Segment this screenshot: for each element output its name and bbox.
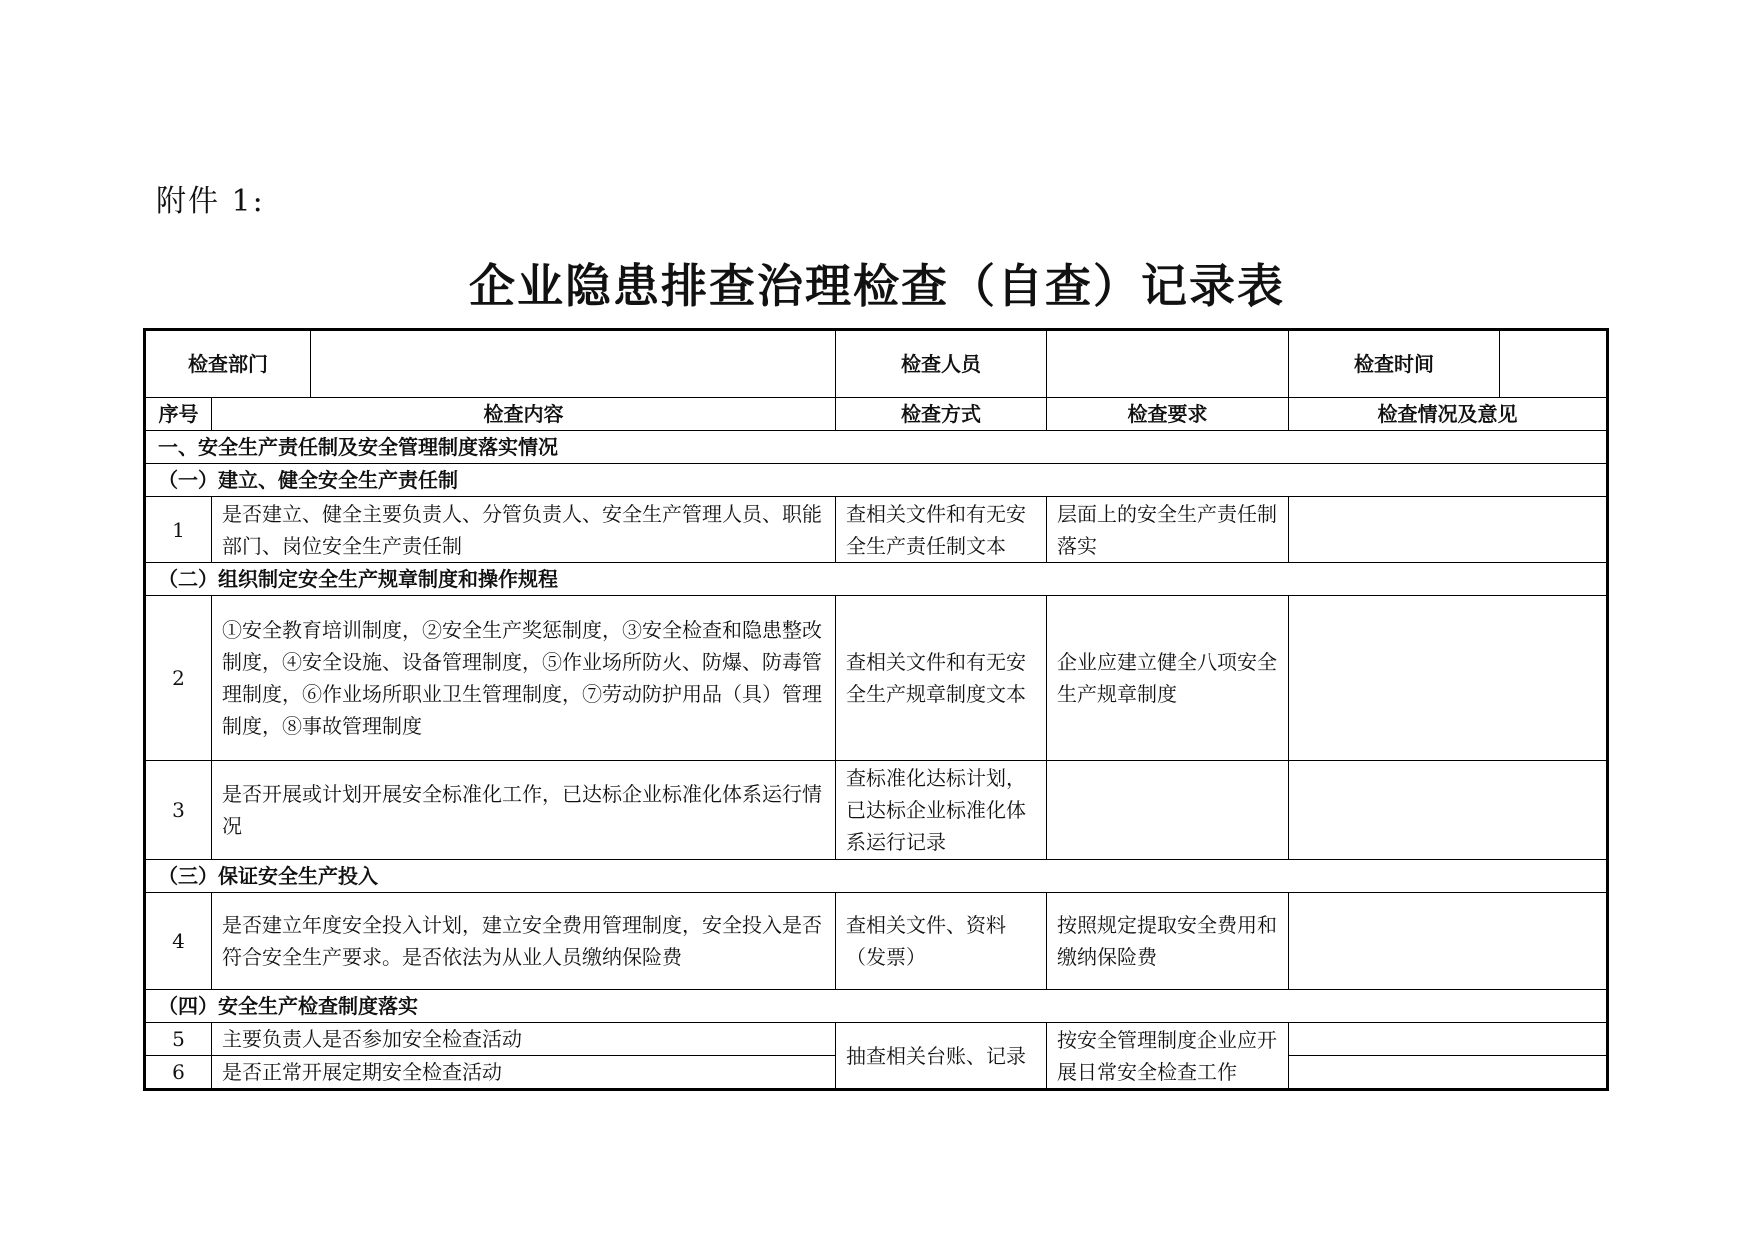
info-row — [145, 330, 1608, 398]
table-row — [145, 1023, 1608, 1056]
time-label: 检查时间 — [1289, 331, 1500, 397]
col-header-method: 检查方式 — [836, 398, 1047, 431]
row-number: 6 — [145, 1056, 212, 1090]
check-method: 查标准化达标计划，已达标企业标准化体系运行记录 — [836, 761, 1047, 860]
subsection-title: （一）建立、健全安全生产责任制 — [145, 464, 1608, 497]
table-row — [145, 596, 1608, 761]
dept-label: 检查部门 — [145, 330, 311, 398]
attachment-label: 附件 1: — [156, 184, 265, 219]
col-header-requirement: 检查要求 — [1047, 398, 1289, 431]
subsection-row — [145, 860, 1608, 893]
check-method: 查相关文件和有无安全生产规章制度文本 — [836, 596, 1047, 761]
col-header-no: 序号 — [145, 398, 212, 431]
check-content: 是否开展或计划开展安全标准化工作，已达标企业标准化体系运行情况 — [212, 761, 836, 860]
row-number: 5 — [145, 1023, 212, 1056]
check-content: 是否正常开展定期安全检查活动 — [212, 1056, 836, 1090]
row-number: 3 — [145, 761, 212, 860]
table-row — [145, 893, 1608, 990]
section-title: 一、安全生产责任制及安全管理制度落实情况 — [145, 431, 1608, 464]
inspector-label: 检查人员 — [836, 330, 1047, 398]
check-requirement: 按照规定提取安全费用和缴纳保险费 — [1047, 893, 1289, 990]
column-header-row — [145, 398, 1608, 431]
check-opinion[interactable] — [1289, 596, 1608, 761]
subsection-title: （四）安全生产检查制度落实 — [145, 990, 1608, 1023]
subsection-title: （二）组织制定安全生产规章制度和操作规程 — [145, 563, 1608, 596]
check-method: 查相关文件和有无安全生产责任制文本 — [836, 497, 1047, 563]
check-opinion[interactable] — [1289, 893, 1608, 990]
subsection-title: （三）保证安全生产投入 — [145, 860, 1608, 893]
subsection-row — [145, 563, 1608, 596]
check-method: 查相关文件、资料（发票） — [836, 893, 1047, 990]
table-row — [145, 761, 1608, 860]
time-cell — [1289, 330, 1608, 398]
check-opinion[interactable] — [1289, 761, 1608, 860]
subsection-row — [145, 990, 1608, 1023]
page-title: 企业隐患排查治理检查（自查）记录表 — [469, 259, 1285, 313]
check-requirement: 企业应建立健全八项安全生产规章制度 — [1047, 596, 1289, 761]
check-content: ①安全教育培训制度，②安全生产奖惩制度，③安全检查和隐患整改制度，④安全设施、设备管理制度，⑤作业场所防火、防爆、防毒管理制度，⑥作业场所职业卫生管理制度，⑦劳动防护用品（具）管理制度，⑧事故管理制度 — [212, 596, 836, 761]
check-opinion[interactable] — [1289, 497, 1608, 563]
table-row — [145, 497, 1608, 563]
row-number: 4 — [145, 893, 212, 990]
time-value[interactable] — [1500, 331, 1606, 397]
subsection-row — [145, 464, 1608, 497]
check-requirement — [1047, 761, 1289, 860]
check-requirement: 按安全管理制度企业应开展日常安全检查工作 — [1047, 1023, 1289, 1090]
col-header-opinion: 检查情况及意见 — [1289, 398, 1608, 431]
section-row — [145, 431, 1608, 464]
row-number: 1 — [145, 497, 212, 563]
inspection-record-table — [143, 328, 1609, 1091]
col-header-content: 检查内容 — [212, 398, 836, 431]
inspector-value[interactable] — [1047, 330, 1289, 398]
check-method: 抽查相关台账、记录 — [836, 1023, 1047, 1090]
dept-value[interactable] — [311, 330, 836, 398]
check-content: 主要负责人是否参加安全检查活动 — [212, 1023, 836, 1056]
row-number: 2 — [145, 596, 212, 761]
check-content: 是否建立、健全主要负责人、分管负责人、安全生产管理人员、职能部门、岗位安全生产责任制 — [212, 497, 836, 563]
check-content: 是否建立年度安全投入计划，建立安全费用管理制度，安全投入是否符合安全生产要求。是否依法为从业人员缴纳保险费 — [212, 893, 836, 990]
check-opinion[interactable] — [1289, 1023, 1608, 1056]
check-requirement: 层面上的安全生产责任制落实 — [1047, 497, 1289, 563]
check-opinion[interactable] — [1289, 1056, 1608, 1090]
